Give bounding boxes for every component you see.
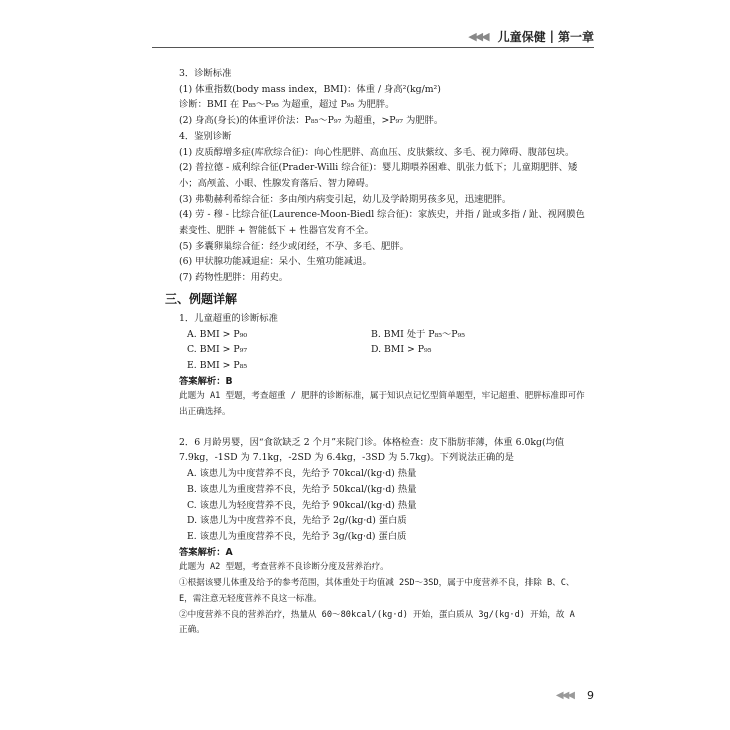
differential-frohlich: (3) 弗勒赫利希综合征：多由颅内病变引起，幼儿及学龄期男孩多见，迅速肥胖。 (179, 193, 512, 205)
header-arrows-icon: ◀◀◀ (468, 29, 488, 43)
bmi-diagnosis: 诊断：BMI 在 P₈₅～P₉₅ 为超重，超过 P₉₅ 为肥胖。 (179, 99, 395, 111)
q2-option-d: D. 该患儿为中度营养不良，先给予 2g/(kg·d) 蛋白质 (187, 515, 407, 527)
q2-option-b: B. 该患儿为重度营养不良，先给予 50kcal/(kg·d) 热量 (187, 483, 417, 495)
q1-option-e: E. BMI > P₈₅ (187, 359, 248, 371)
header-rule (152, 47, 594, 48)
q2-option-a: A. 该患儿为中度营养不良，先给予 70kcal/(kg·d) 热量 (187, 468, 417, 480)
height-weight-method: (2) 身高(身长)的体重评价法：P₈₅～P₉₇ 为超重，>P₉₇ 为肥胖。 (179, 115, 444, 127)
q1-options (165, 327, 585, 374)
section-title: 三、例题详解 (165, 291, 238, 306)
differential-pcos: (5) 多囊卵巢综合征：经少或闭经，不孕、多毛、肥胖。 (179, 240, 409, 252)
q1-option-d: D. BMI > P₉₅ (371, 344, 432, 356)
heading-diagnostic-criteria: 3．诊断标准 (179, 68, 232, 79)
page-footer (510, 688, 594, 702)
q2-answer: 答案解析：A (179, 546, 233, 558)
differential-prader-willi: (2) 普拉德 - 威利综合征(Prader-Willi 综合征)：婴儿期喂养困难、肌张力低下；儿童期肥胖、矮小；高颅盖、小眼、性腺发育落后、智力障碍。 (179, 162, 578, 189)
q1-explanation: 此题为 A1 型题，考查超重 / 肥胖的诊断标准，属于知识点记忆型简单题型，牢记超重、肥胖标准即可作出正确选择。 (179, 391, 585, 418)
q2-stem: 2．6 月龄男婴，因“食欲缺乏 2 个月”来院门诊。体格检查：皮下脂肪菲薄，体重 6.0kg(均值 7.9kg，-1SD 为 7.1kg，-2SD 为 6.4kg，-3SD 为 5.7kg)。下列说法正确的是 (179, 436, 565, 464)
q1-option-c: C. BMI > P₉₇ (187, 344, 248, 356)
book-title: 儿童保健 (497, 29, 546, 44)
bmi-definition: (1) 体重指数(body mass index，BMI)：体重 / 身高²(kg/m²) (179, 83, 441, 95)
chapter-title: 第一章 (557, 29, 594, 44)
q1-stem: 1．儿童超重的诊断标准 (179, 312, 278, 324)
heading-differential-diagnosis: 4．鉴别诊断 (179, 130, 232, 142)
differential-cushing: (1) 皮质醇增多症(库欣综合征)：向心性肥胖、高血压、皮肤紫纹、多毛、视力障碍、腹部包块。 (179, 146, 575, 158)
q1-option-b: B. BMI 处于 P₈₅～P₉₅ (371, 328, 465, 340)
footer-arrows-icon: ◀◀◀ (555, 689, 573, 701)
q1-option-a: A. BMI > P₉₀ (187, 328, 248, 340)
q2-option-e: E. 该患儿为重度营养不良，先给予 3g/(kg·d) 蛋白质 (187, 530, 407, 542)
page-content (165, 66, 585, 639)
question-gap (165, 421, 585, 435)
page-number: 9 (587, 688, 594, 702)
q1-answer: 答案解析：B (179, 375, 233, 387)
header-separator: | (549, 29, 554, 43)
q2-explanation-intro: 此题为 A2 型题，考查营养不良诊断分度及营养治疗。 (179, 562, 389, 573)
q2-option-c: C. 该患儿为轻度营养不良，先给予 90kcal/(kg·d) 热量 (187, 499, 417, 511)
running-header (420, 26, 594, 46)
q2-explanation-point-2: ②中度营养不良的营养治疗，热量从 60～80kcal/(kg·d) 开始，蛋白质从 3g/(kg·d) 开始，故 A 正确。 (179, 609, 575, 636)
differential-laurence-moon-biedl: (4) 劳 - 穆 - 比综合征(Laurence-Moon-Biedl 综合征)：家族史，并指 / 趾或多指 / 趾、视网膜色素变性、肥胖 + 智能低下 + 性器官发育不全。 (179, 209, 585, 237)
differential-drug-induced: (7) 药物性肥胖：用药史。 (179, 272, 289, 284)
q2-explanation-point-1: ①根据该婴儿体重及给予的参考范围，其体重处于均值减 2SD～3SD，属于中度营养不良，排除 B、C、E，需注意无轻度营养不良这一标准。 (179, 578, 575, 604)
differential-hypothyroidism: (6) 甲状腺功能减退症：呆小、生殖功能减退。 (179, 256, 372, 268)
